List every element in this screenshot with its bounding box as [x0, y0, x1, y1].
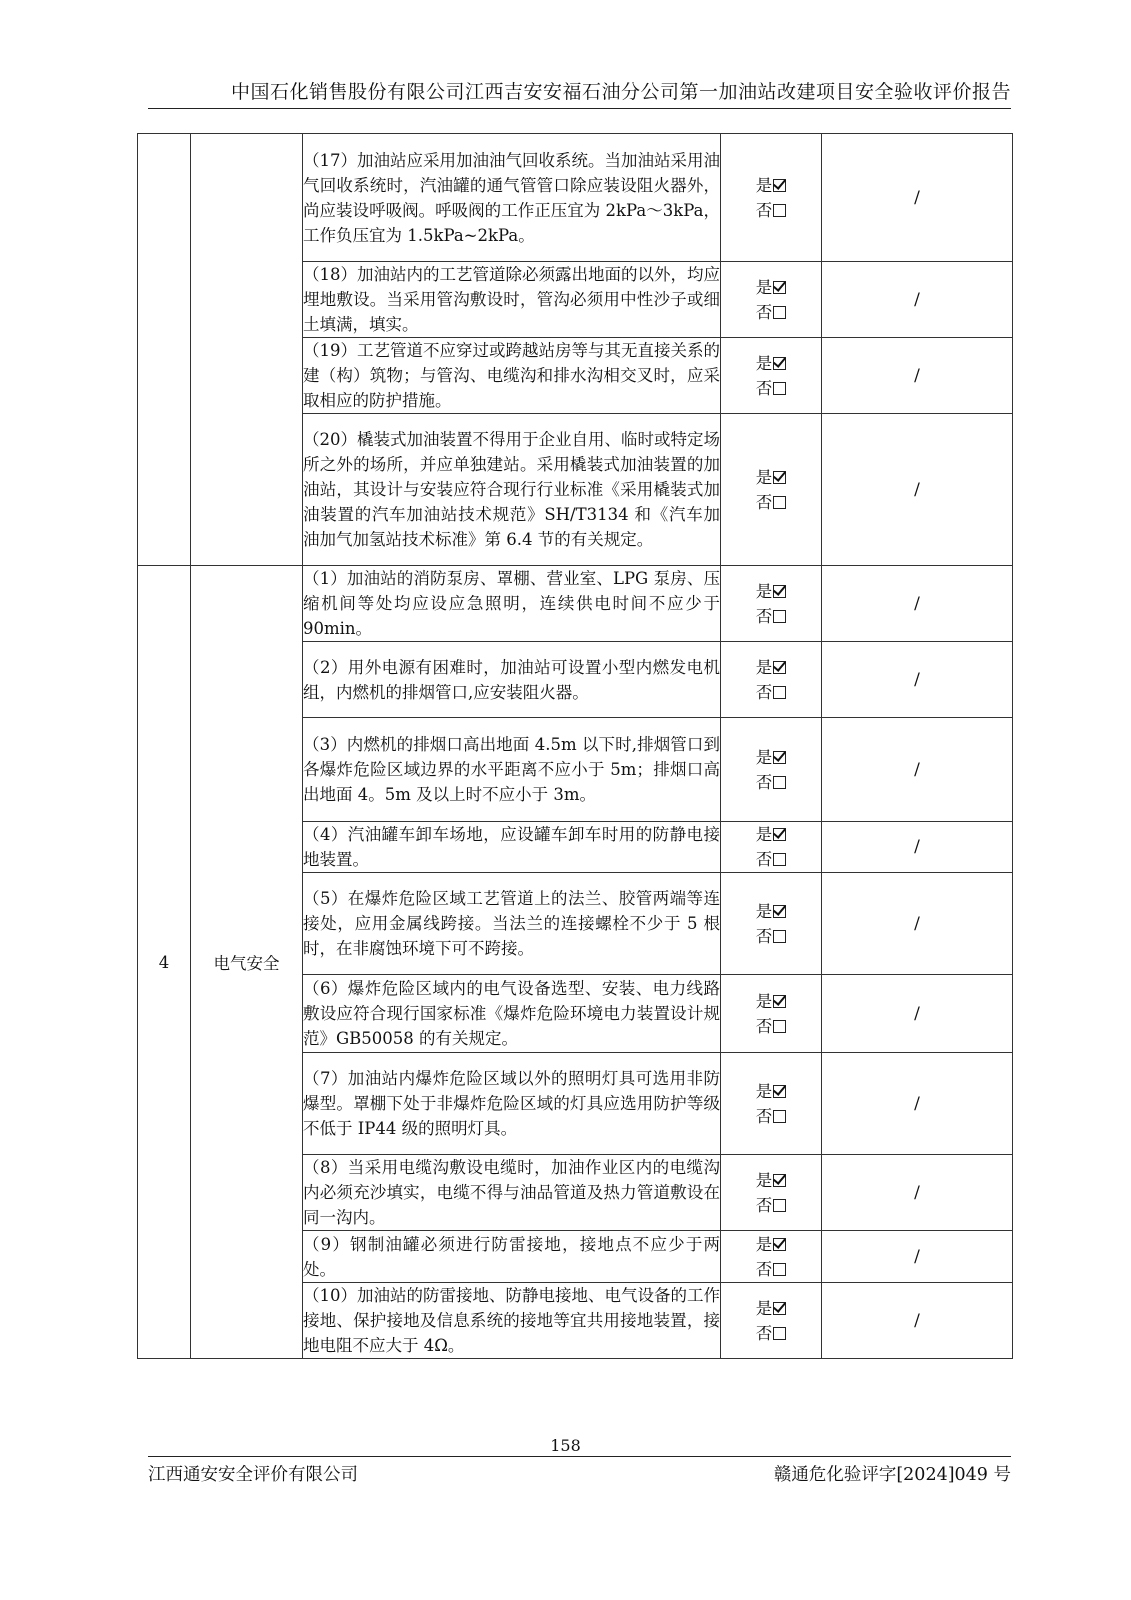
result-mark: / [914, 1093, 920, 1114]
result-cell [822, 134, 1013, 262]
checkbox-no[interactable] [773, 853, 786, 866]
check-option-yes [721, 745, 821, 770]
check-option-no [721, 1104, 821, 1129]
check-cell [721, 822, 822, 873]
checkbox-yes[interactable] [773, 1302, 786, 1315]
check-label-yes: 是 [755, 657, 773, 677]
check-option-yes [721, 275, 821, 300]
checkbox-yes[interactable] [773, 585, 786, 598]
section-number-cell [138, 566, 191, 1359]
check-label-yes: 是 [755, 747, 773, 767]
checkbox-yes[interactable] [773, 1085, 786, 1098]
checklist-body [138, 134, 1013, 1359]
section-category-cell [191, 566, 303, 1359]
check-label-no: 否 [755, 1106, 773, 1126]
result-cell [822, 1053, 1013, 1155]
check-option-no [721, 198, 821, 223]
check-option-no [721, 604, 821, 629]
check-option-no [721, 770, 821, 795]
requirement-text: （9）钢制油罐必须进行防雷接地，接地点不应少于两处。 [303, 1231, 721, 1283]
result-mark: / [914, 593, 920, 614]
checkbox-no[interactable] [773, 930, 786, 943]
check-option-no [721, 924, 821, 949]
checkbox-yes[interactable] [773, 905, 786, 918]
check-label-yes: 是 [755, 1234, 773, 1254]
checkbox-no[interactable] [773, 686, 786, 699]
checkbox-yes[interactable] [773, 357, 786, 370]
check-cell [721, 718, 822, 822]
check-cell [721, 975, 822, 1053]
report-header [148, 78, 1011, 109]
check-option-yes [721, 1079, 821, 1104]
check-label-yes: 是 [755, 991, 773, 1011]
footer-doc-number: 赣通危化验评字[2024]049 号 [773, 1465, 1011, 1485]
check-label-no: 否 [755, 1323, 773, 1343]
requirement-text: （5）在爆炸危险区域工艺管道上的法兰、胶管两端等连接处，应用金属线跨接。当法兰的连接螺栓不少于 5 根时，在非腐蚀环境下可不跨接。 [303, 873, 721, 975]
checkbox-yes[interactable] [773, 661, 786, 674]
check-cell [721, 1053, 822, 1155]
check-label-no: 否 [755, 302, 773, 322]
requirement-text: （1）加油站的消防泵房、罩棚、营业室、LPG 泵房、压缩机间等处均应设应急照明，连续供电时间不应少于 90min。 [303, 566, 721, 642]
check-option-yes [721, 465, 821, 490]
check-cell [721, 642, 822, 718]
footer-company: 江西通安安全评价有限公司 [148, 1465, 358, 1485]
result-cell [822, 718, 1013, 822]
check-label-yes: 是 [755, 175, 773, 195]
requirement-text: （10）加油站的防雷接地、防静电接地、电气设备的工作接地、保护接地及信息系统的接地等宜共用接地装置，接地电阻不应大于 4Ω。 [303, 1283, 721, 1359]
check-label-no: 否 [755, 200, 773, 220]
checkbox-yes[interactable] [773, 179, 786, 192]
checkbox-no[interactable] [773, 496, 786, 509]
check-cell [721, 873, 822, 975]
check-option-no [721, 490, 821, 515]
check-cell [721, 414, 822, 566]
check-option-yes [721, 1296, 821, 1321]
check-label-no: 否 [755, 606, 773, 626]
check-option-yes [721, 655, 821, 680]
requirement-text: （4）汽油罐车卸车场地，应设罐车卸车时用的防静电接地装置。 [303, 822, 721, 873]
check-option-yes [721, 989, 821, 1014]
check-cell [721, 134, 822, 262]
check-label-no: 否 [755, 682, 773, 702]
result-cell [822, 566, 1013, 642]
check-label-yes: 是 [755, 277, 773, 297]
check-option-no [721, 376, 821, 401]
table-row [138, 134, 1013, 262]
check-option-yes [721, 1168, 821, 1193]
section-category-cell [191, 134, 303, 566]
report-title: 中国石化销售股份有限公司江西吉安安福石油分公司第一加油站改建项目安全验收评价报告 [230, 81, 1011, 103]
checkbox-no[interactable] [773, 1020, 786, 1033]
result-cell [822, 642, 1013, 718]
checkbox-yes[interactable] [773, 281, 786, 294]
page-number: 158 [550, 1436, 581, 1455]
check-option-yes [721, 899, 821, 924]
checkbox-no[interactable] [773, 204, 786, 217]
requirement-text: （8）当采用电缆沟敷设电缆时，加油作业区内的电缆沟内必须充沙填实，电缆不得与油品管道及热力管道敷设在同一沟内。 [303, 1155, 721, 1231]
table-row [138, 566, 1013, 642]
acceptance-checklist-table [137, 133, 1013, 1359]
requirement-text: （2）用外电源有困难时，加油站可设置小型内燃发电机组，内燃机的排烟管口,应安装阻火器。 [303, 642, 721, 718]
checkbox-yes[interactable] [773, 751, 786, 764]
requirement-text: （19）工艺管道不应穿过或跨越站房等与其无直接关系的建（构）筑物；与管沟、电缆沟和排水沟相交叉时，应采取相应的防护措施。 [303, 338, 721, 414]
check-label-yes: 是 [755, 581, 773, 601]
result-mark: / [914, 187, 920, 208]
result-mark: / [914, 479, 920, 500]
result-mark: / [914, 365, 920, 386]
section-number: 4 [158, 952, 170, 972]
result-cell [822, 414, 1013, 566]
checkbox-no[interactable] [773, 1199, 786, 1212]
result-cell [822, 1231, 1013, 1283]
result-mark: / [914, 289, 920, 310]
result-cell [822, 338, 1013, 414]
checkbox-no[interactable] [773, 1327, 786, 1340]
result-cell [822, 873, 1013, 975]
result-cell [822, 262, 1013, 338]
checkbox-yes[interactable] [773, 471, 786, 484]
check-label-no: 否 [755, 1016, 773, 1036]
result-mark: / [914, 1003, 920, 1024]
check-label-no: 否 [755, 772, 773, 792]
result-mark: / [914, 1246, 920, 1267]
check-option-no [721, 1321, 821, 1346]
report-footer [148, 1456, 1011, 1486]
section-category: 电气安全 [213, 954, 280, 973]
check-label-no: 否 [755, 850, 773, 869]
check-option-no [721, 680, 821, 705]
check-label-no: 否 [755, 1195, 773, 1215]
requirement-text: （17）加油站应采用加油油气回收系统。当加油站采用油气回收系统时，汽油罐的通气管管口除应装设阻火器外，尚应装设呼吸阀。呼吸阀的工作正压宜为 2kPa～3kPa，工作负压宜为 1.5kPa~2kPa。 [303, 134, 721, 262]
check-option-yes [721, 579, 821, 604]
check-label-no: 否 [755, 378, 773, 398]
checkbox-yes[interactable] [773, 1174, 786, 1187]
result-mark: / [914, 837, 920, 857]
checkbox-no[interactable] [773, 1110, 786, 1123]
check-option-no [721, 847, 821, 872]
requirement-text: （20）橇装式加油装置不得用于企业自用、临时或特定场所之外的场所，并应单独建站。采用橇装式加油装置的加油站，其设计与安装应符合现行行业标准《采用橇装式加油装置的汽车加油站技术规范》SH/T3134 和《汽车加油加气加氢站技术标准》第 6.4 节的有关规定。 [303, 414, 721, 566]
check-cell [721, 338, 822, 414]
check-label-yes: 是 [755, 825, 773, 844]
result-mark: / [914, 669, 920, 690]
checkbox-yes[interactable] [773, 1238, 786, 1251]
result-mark: / [914, 913, 920, 934]
result-mark: / [914, 1310, 920, 1331]
checkbox-no[interactable] [773, 610, 786, 623]
check-cell [721, 566, 822, 642]
section-number-cell [138, 134, 191, 566]
check-label-yes: 是 [755, 1081, 773, 1101]
check-option-yes [721, 173, 821, 198]
requirement-text: （6）爆炸危险区域内的电气设备选型、安装、电力线路敷设应符合现行国家标准《爆炸危险环境电力装置设计规范》GB50058 的有关规定。 [303, 975, 721, 1053]
check-label-yes: 是 [755, 901, 773, 921]
check-cell [721, 262, 822, 338]
check-option-no [721, 1257, 821, 1282]
check-cell [721, 1155, 822, 1231]
requirement-text: （7）加油站内爆炸危险区域以外的照明灯具可选用非防爆型。罩棚下处于非爆炸危险区域的灯具应选用防护等级不低于 IP44 级的照明灯具。 [303, 1053, 721, 1155]
check-option-no [721, 1193, 821, 1218]
result-cell [822, 975, 1013, 1053]
checkbox-no[interactable] [773, 776, 786, 789]
check-label-no: 否 [755, 1259, 773, 1279]
check-cell [721, 1283, 822, 1359]
checkbox-no[interactable] [773, 306, 786, 319]
result-cell [822, 1155, 1013, 1231]
check-label-yes: 是 [755, 353, 773, 373]
check-label-yes: 是 [755, 1170, 773, 1190]
checkbox-yes[interactable] [773, 828, 786, 841]
result-mark: / [914, 759, 920, 780]
check-label-no: 否 [755, 926, 773, 946]
check-option-yes [721, 822, 821, 847]
checkbox-no[interactable] [773, 382, 786, 395]
checkbox-yes[interactable] [773, 995, 786, 1008]
check-option-yes [721, 351, 821, 376]
check-option-yes [721, 1232, 821, 1257]
check-cell [721, 1231, 822, 1283]
check-label-no: 否 [755, 492, 773, 512]
result-cell [822, 1283, 1013, 1359]
check-label-yes: 是 [755, 1298, 773, 1318]
result-mark: / [914, 1182, 920, 1203]
check-option-no [721, 1014, 821, 1039]
requirement-text: （3）内燃机的排烟口高出地面 4.5m 以下时,排烟管口到各爆炸危险区域边界的水平距离不应小于 5m；排烟口高出地面 4。5m 及以上时不应小于 3m。 [303, 718, 721, 822]
check-label-yes: 是 [755, 467, 773, 487]
result-cell [822, 822, 1013, 873]
checkbox-no[interactable] [773, 1263, 786, 1276]
check-option-no [721, 300, 821, 325]
requirement-text: （18）加油站内的工艺管道除必须露出地面的以外，均应埋地敷设。当采用管沟敷设时，管沟必须用中性沙子或细土填满，填实。 [303, 262, 721, 338]
